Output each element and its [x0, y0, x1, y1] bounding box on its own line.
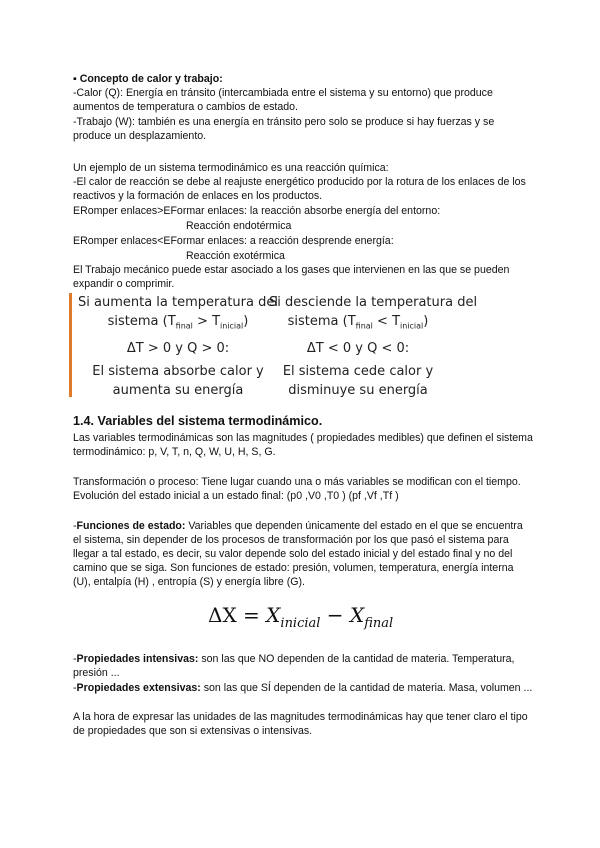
- reaccion-intro: Un ejemplo de un sistema termodinámico es una reacción química:: [73, 162, 389, 174]
- delta-x-formula: $\Delta X = X_{inicial} - X_{final}$: [208, 603, 394, 631]
- desciende-line-1: Si desciende la temperatura del: [269, 295, 478, 310]
- extensivas-label: Propiedades extensivas:: [76, 682, 201, 694]
- closing-paragraph: A la hora de expresar las unidades de las magnitudes termodinámicas hay que tener claro el tipo de propiedades que son si extensivas o intensivas.: [73, 711, 528, 737]
- aumenta-line-4: El sistema absorbe calor y: [92, 363, 264, 379]
- desciende-line-5: disminuye su energía: [288, 382, 428, 398]
- calor-definition: -Calor (Q): Energía en tránsito (intercambiada entre el sistema y su entorno) que produce aumentos de temperatura o cambios de estado.: [73, 87, 493, 113]
- desciende-line-2: sistema $(T_{final} < T_{inicial})$: [287, 314, 429, 331]
- endotermica-label: Reacción endotérmica: [186, 220, 292, 232]
- desciende-line-3: ΔT < 0 y Q < 0:: [306, 340, 410, 356]
- variables-paragraph: Las variables termodinámicas son las magnitudes ( propiedades medibles) que definen el sistema termodinámico: p, V, T, n, Q, W, U, H, S, G.: [73, 432, 533, 458]
- temperature-comparison-table: [69, 293, 478, 398]
- propiedades-extensivas: -Propiedades extensivas: son las que SÍ dependen de la cantidad de materia. Masa, volumen ...: [73, 682, 533, 694]
- aumenta-line-1: Si aumenta la temperatura del: [78, 295, 278, 310]
- romper-mayor-line: ERomper enlaces>EFormar enlaces: la reacción absorbe energía del entorno:: [73, 205, 441, 217]
- aumenta-line-3: ΔT > 0 y Q > 0:: [126, 340, 230, 356]
- funciones-estado-paragraph: -Funciones de estado: Variables que dependen únicamente del estado en el que se encuentra el sistema, sin depender de los procesos de transformación por los que pasó el sistema para llegar a tal estado, es decir, su valor depende solo del estado inicial y del estado final y no del camino que se siga. Son funciones de estado: presión, volumen, temperatura, energía interna (U), entalpía (H) , entropía (S) y energía libre (G).: [73, 520, 523, 588]
- transformacion-paragraph: Transformación o proceso: Tiene lugar cuando una o más variables se modifican con el tiempo. Evolución del estado inicial a un estado final: (p0 ,V0 ,T0 ) (pf ,Vf ,Tf ): [73, 476, 521, 502]
- trabajo-mecanico: El Trabajo mecánico puede estar asociado a los gases que intervienen en las que se pueden expandir o comprimir.: [73, 264, 510, 290]
- section-title-calor-trabajo: ▪ Concepto de calor y trabajo:: [73, 73, 223, 85]
- calor-reaccion: -El calor de reacción se debe al reajuste energético producido por la rotura de los enlaces de los reactivos y la formación de enlaces en los productos.: [73, 176, 526, 202]
- aumenta-line-2: sistema $(T_{final} > T_{inicial})$: [107, 314, 249, 331]
- table-column-desciende: [269, 293, 478, 398]
- propiedades-intensivas: -Propiedades intensivas: son las que NO dependen de la cantidad de materia. Temperatura, presión ...: [73, 653, 515, 679]
- desciende-line-4: El sistema cede calor y: [282, 363, 434, 379]
- table-column-aumenta: [69, 293, 278, 397]
- intensivas-label: Propiedades intensivas:: [76, 653, 199, 665]
- exotermica-label: Reacción exotérmica: [186, 250, 285, 262]
- aumenta-line-5: aumenta su energía: [112, 382, 244, 398]
- romper-menor-line: ERomper enlaces<EFormar enlaces: a reacción desprende energía:: [73, 235, 394, 247]
- trabajo-definition: -Trabajo (W): también es una energía en tránsito pero solo se produce si hay fuerzas y se produce un desplazamiento.: [73, 116, 495, 142]
- section-heading-variables: 1.4. Variables del sistema termodinámico.: [73, 414, 323, 428]
- funciones-estado-label: Funciones de estado:: [76, 520, 186, 532]
